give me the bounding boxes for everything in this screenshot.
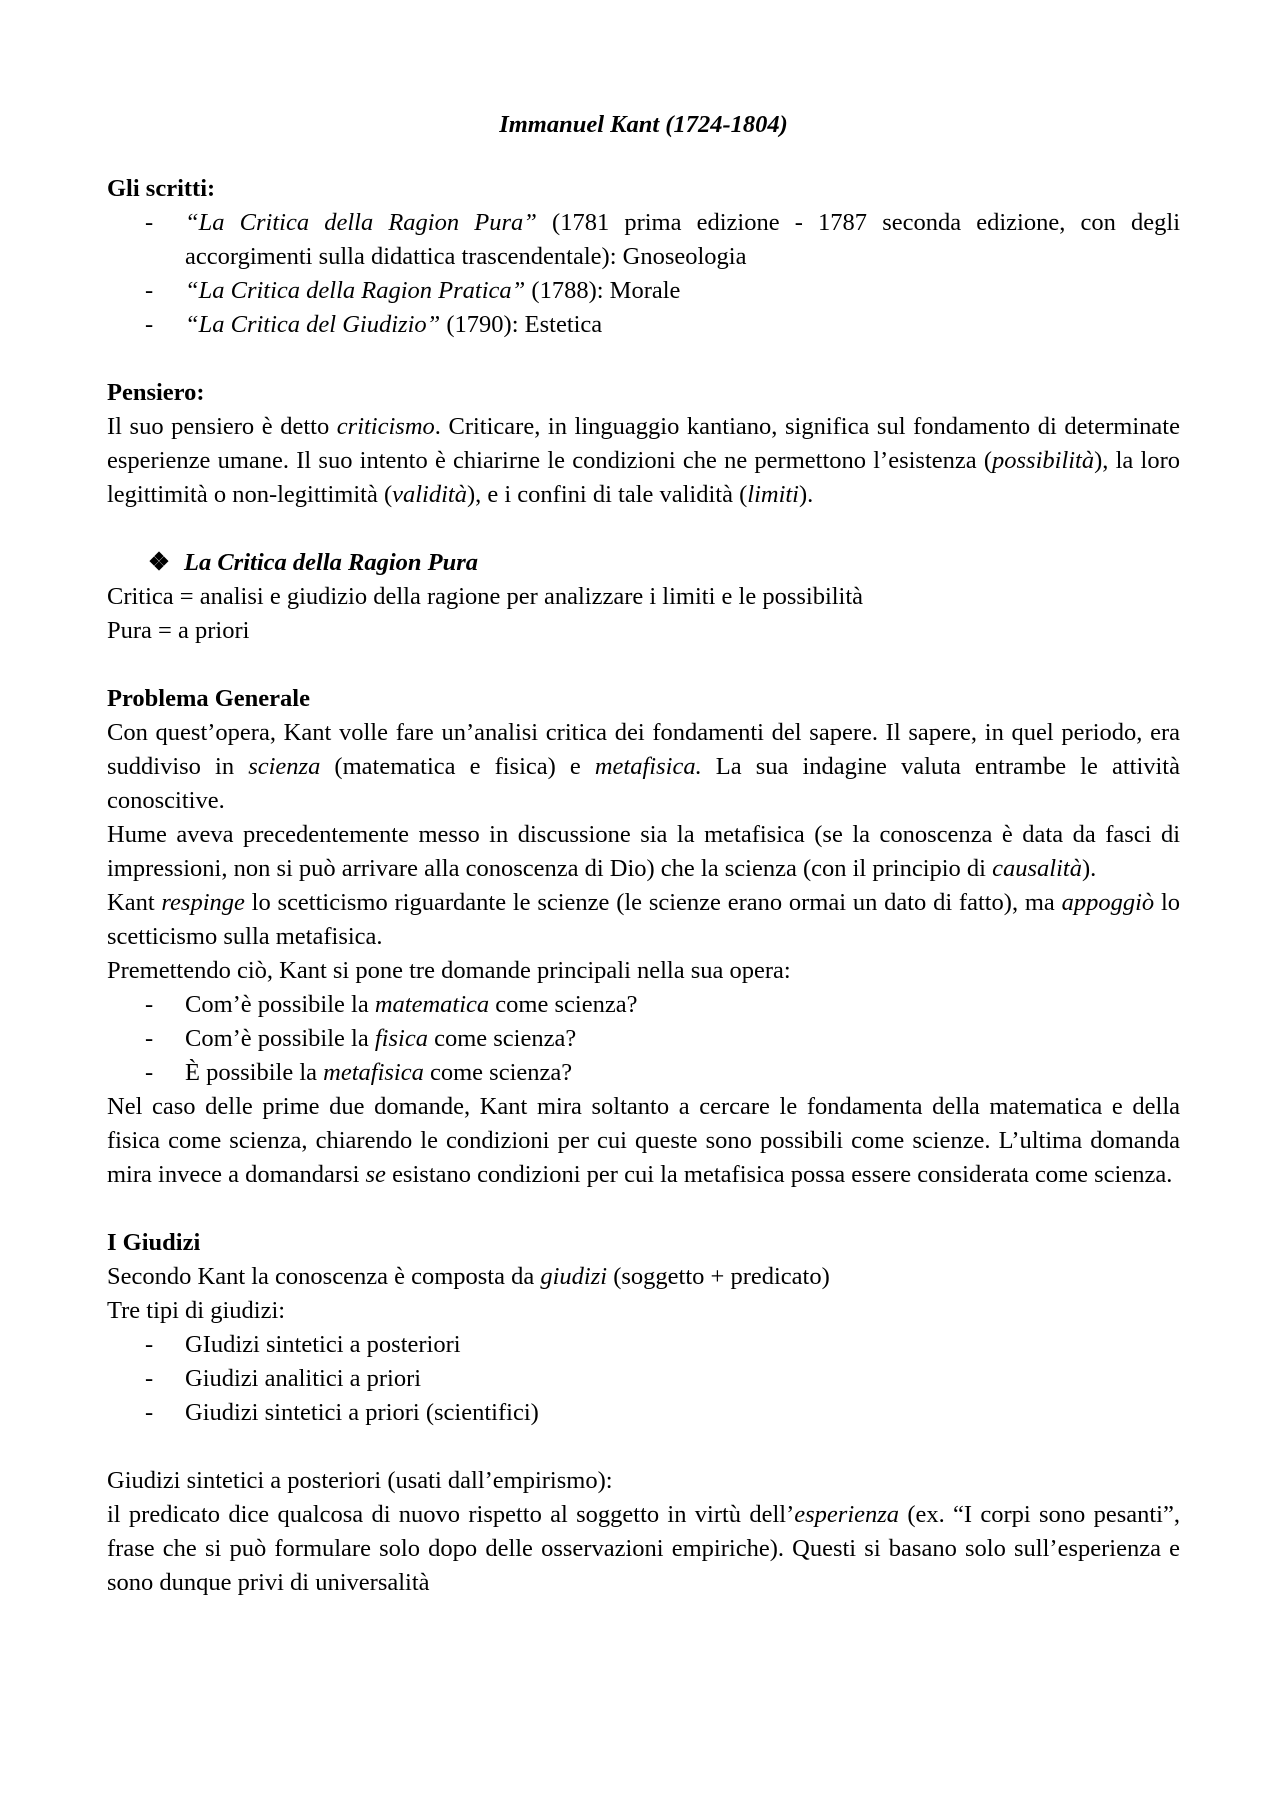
text-run: lo scetticismo riguardante le scienze (le scienze erano ormai un dato di fatto), ma bbox=[244, 889, 1062, 916]
dash-bullet: - bbox=[145, 1331, 154, 1358]
list-item bbox=[107, 1362, 1180, 1396]
text-run: Giudizi analitici a priori bbox=[185, 1365, 422, 1392]
work-details: (1781 prima edizione - 1787 seconda edizione, con degli accorgimenti sulla didattica trascendentale): Gnoseologia bbox=[185, 209, 1180, 270]
text-run: ), la loro legittimità o non-legittimità ( bbox=[107, 447, 1180, 508]
work-details: (1788): Morale bbox=[525, 277, 681, 304]
list-item bbox=[107, 274, 1180, 308]
text-run: come scienza? bbox=[489, 991, 638, 1018]
text-run: come scienza? bbox=[427, 1025, 577, 1052]
text-run: Giudizi sintetici a priori (scientifici) bbox=[185, 1399, 539, 1426]
text-run: Nel caso delle prime due domande, Kant mira soltanto a cercare le fondamenta della matematica e della fisica come scienza, chiarendo le condizioni per cui queste sono possibili come scienze. L’ultima domanda mira invece a domandarsi bbox=[107, 1093, 1180, 1188]
dash-bullet: - bbox=[145, 209, 154, 236]
dash-bullet: - bbox=[145, 1025, 154, 1052]
list-item bbox=[107, 308, 1180, 342]
text-run: Il suo pensiero è detto bbox=[107, 413, 337, 440]
pensiero-heading: Pensiero: bbox=[107, 379, 205, 406]
critica-pura-heading bbox=[107, 546, 1180, 580]
subheading-text: La Critica della Ragion Pura bbox=[184, 549, 479, 576]
pensiero-paragraph bbox=[107, 410, 1180, 512]
text-run: Hume aveva precedentemente messo in discussione sia la metafisica (se la conoscenza è data da fasci di impressioni, non si può arrivare alla conoscenza di Dio) che la scienza (con il principio di bbox=[107, 821, 1180, 882]
giudizi-heading: I Giudizi bbox=[107, 1229, 201, 1256]
scritti-list bbox=[107, 206, 1180, 342]
giudizi-list bbox=[107, 1328, 1180, 1430]
text-run: il predicato dice qualcosa di nuovo rispetto al soggetto in virtù dell’ bbox=[107, 1501, 795, 1528]
text-run: ). bbox=[1081, 855, 1097, 882]
dash-bullet: - bbox=[145, 277, 154, 304]
list-item bbox=[107, 1022, 1180, 1056]
emphasis: respinge bbox=[161, 889, 245, 916]
critica-definition: Critica = analisi e giudizio della ragione per analizzare i limiti e le possibilità bbox=[107, 583, 864, 610]
dash-bullet: - bbox=[145, 1399, 154, 1426]
giudizi-paragraph-1 bbox=[107, 1260, 1180, 1294]
page-title: Immanuel Kant (1724-1804) bbox=[499, 111, 788, 138]
problema-paragraph-5 bbox=[107, 1090, 1180, 1192]
problema-paragraph-1 bbox=[107, 716, 1180, 818]
dash-bullet: - bbox=[145, 311, 154, 338]
scritti-heading: Gli scritti: bbox=[107, 175, 216, 202]
emphasis: validità bbox=[392, 481, 467, 508]
text-run: (soggetto + predicato) bbox=[607, 1263, 830, 1290]
domande-list bbox=[107, 988, 1180, 1090]
emphasis: giudizi bbox=[540, 1263, 608, 1290]
text-run: La sua indagine valuta entrambe le attività conoscitive. bbox=[107, 753, 1180, 814]
dash-bullet: - bbox=[145, 991, 154, 1018]
text-run: come scienza? bbox=[423, 1059, 573, 1086]
text-run: ), e i confini di tale validità ( bbox=[466, 481, 748, 508]
list-item bbox=[107, 206, 1180, 274]
emphasis: causalità bbox=[992, 855, 1082, 882]
text-run: Secondo Kant la conoscenza è composta da bbox=[107, 1263, 541, 1290]
emphasis: possibilità bbox=[992, 447, 1095, 474]
dash-bullet: - bbox=[145, 1365, 154, 1392]
list-item bbox=[107, 1056, 1180, 1090]
problema-paragraph-3 bbox=[107, 886, 1180, 954]
giudizi-paragraph-3: Giudizi sintetici a posteriori (usati dall’empirismo): bbox=[107, 1467, 613, 1494]
text-run: lo scetticismo sulla metafisica. bbox=[107, 889, 1180, 950]
list-item bbox=[107, 1328, 1180, 1362]
text-run: Con quest’opera, Kant volle fare un’analisi critica dei fondamenti del sapere. Il sapere, in quel periodo, era suddiviso in bbox=[107, 719, 1180, 780]
text-run: Kant bbox=[107, 889, 162, 916]
dash-bullet: - bbox=[145, 1059, 154, 1086]
emphasis: criticismo bbox=[336, 413, 435, 440]
giudizi-paragraph-4 bbox=[107, 1498, 1180, 1600]
text-run: Com’è possibile la bbox=[185, 991, 375, 1018]
work-title: “La Critica del Giudizio” bbox=[185, 311, 441, 338]
text-run: È possibile la bbox=[185, 1059, 324, 1086]
text-run: Com’è possibile la bbox=[185, 1025, 375, 1052]
text-run: (ex. “I corpi sono pesanti”, frase che si può formulare solo dopo delle osservazioni empiriche). Questi si basano solo sull’esperienza e sono dunque privi di universalità bbox=[107, 1501, 1180, 1596]
text-run: ). bbox=[799, 481, 814, 508]
list-item bbox=[107, 1396, 1180, 1430]
work-title: “La Critica della Ragion Pura” bbox=[185, 209, 537, 236]
text-run: (matematica e fisica) e bbox=[320, 753, 595, 780]
work-title: “La Critica della Ragion Pratica” bbox=[185, 277, 526, 304]
emphasis: fisica bbox=[374, 1025, 428, 1052]
emphasis: se bbox=[365, 1161, 386, 1188]
emphasis: matematica bbox=[374, 991, 490, 1018]
list-item bbox=[107, 988, 1180, 1022]
pura-definition: Pura = a priori bbox=[107, 617, 250, 644]
problema-paragraph-2 bbox=[107, 818, 1180, 886]
emphasis: limiti bbox=[747, 481, 799, 508]
problema-heading: Problema Generale bbox=[107, 685, 310, 712]
text-run: GIudizi sintetici a posteriori bbox=[185, 1331, 461, 1358]
emphasis: metafisica. bbox=[594, 753, 702, 780]
emphasis: appoggiò bbox=[1061, 889, 1155, 916]
emphasis: metafisica bbox=[323, 1059, 424, 1086]
emphasis: scienza bbox=[248, 753, 321, 780]
work-details: (1790): Estetica bbox=[440, 311, 603, 338]
problema-paragraph-4: Premettendo ciò, Kant si pone tre domande principali nella sua opera: bbox=[107, 957, 791, 984]
giudizi-paragraph-2: Tre tipi di giudizi: bbox=[107, 1297, 286, 1324]
text-run: esistano condizioni per cui la metafisica possa essere considerata come scienza. bbox=[385, 1161, 1173, 1188]
text-run: . Criticare, in linguaggio kantiano, significa sul fondamento di determinate esperienze umane. Il suo intento è chiarirne le condizioni che ne permettono l’esistenza ( bbox=[107, 413, 1180, 474]
diamond-bullet-icon: ❖ bbox=[148, 549, 170, 576]
emphasis: esperienza bbox=[794, 1501, 900, 1528]
